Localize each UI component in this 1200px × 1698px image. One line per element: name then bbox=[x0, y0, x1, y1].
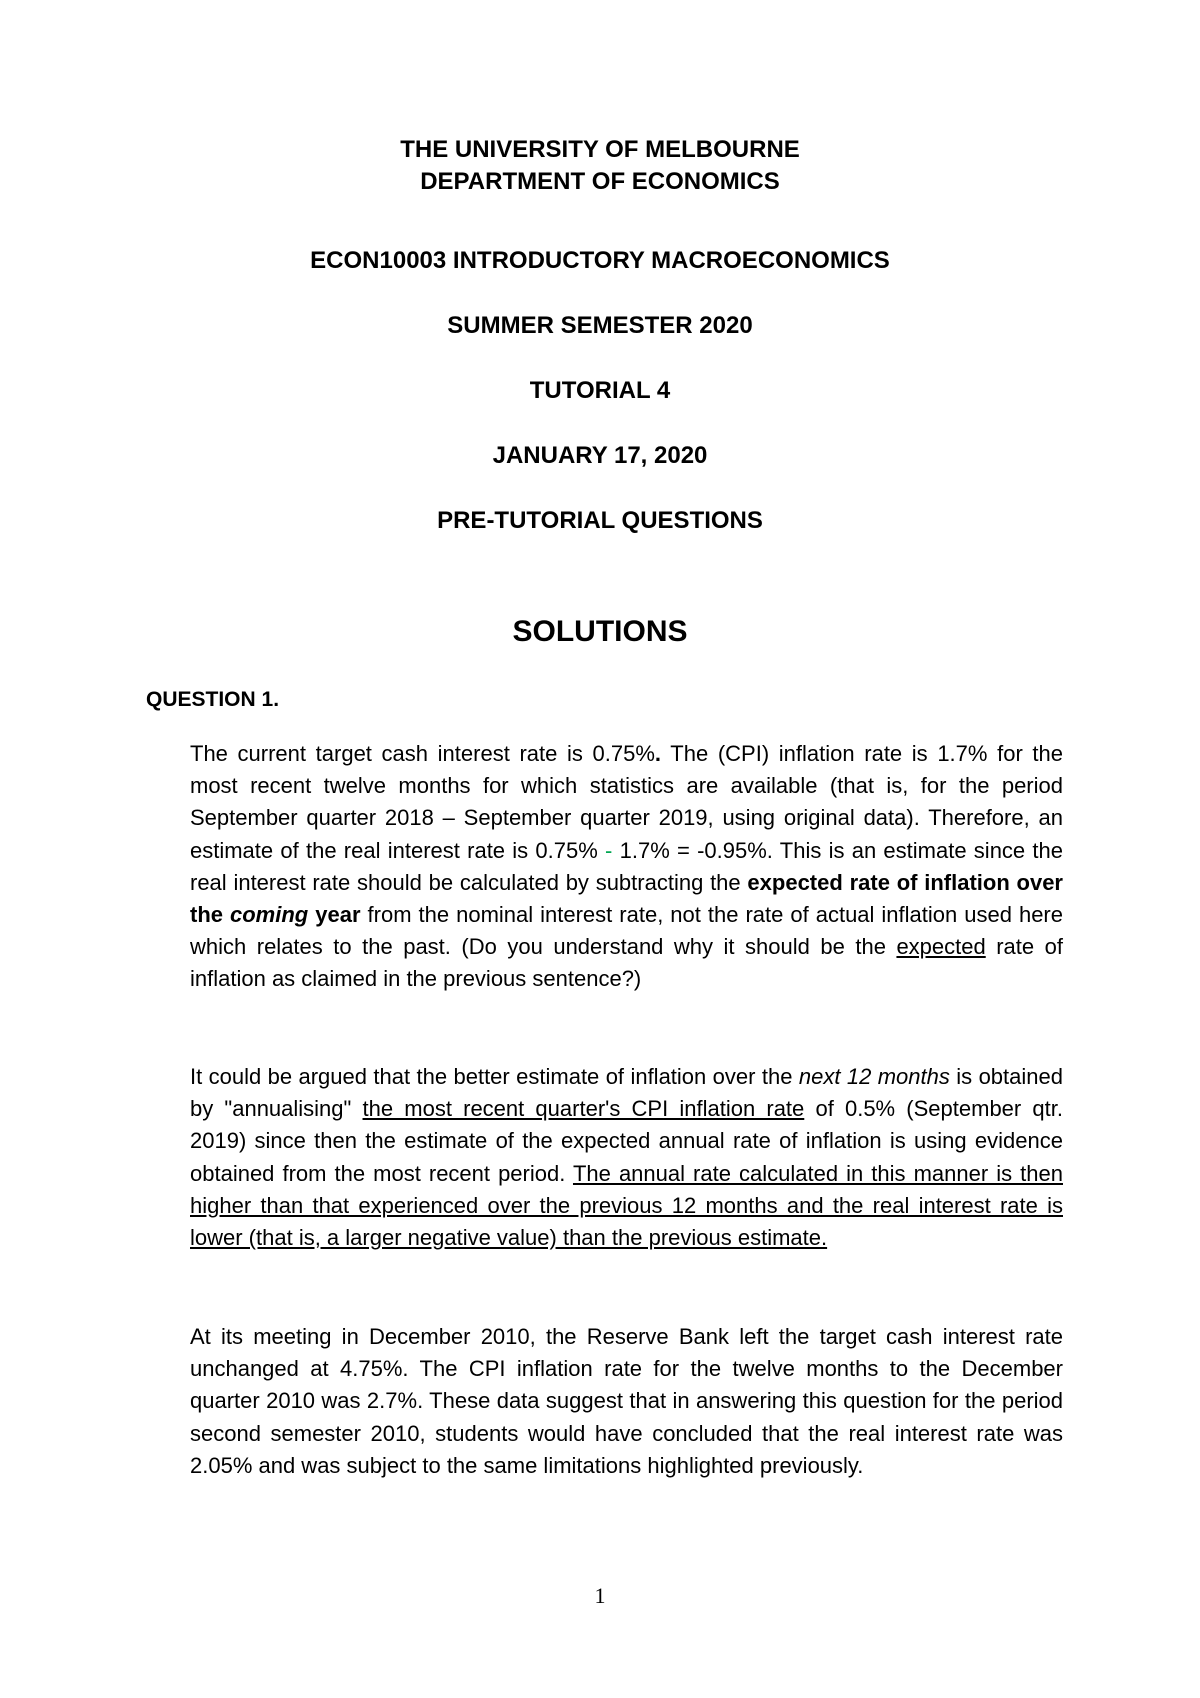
p2-underline-2: The annual rate calculated in this manner is then higher than that experienced over the previous 12 months and the real interest rate is lower (that is, a larger negative value) than the previous estimate. bbox=[190, 1160, 1063, 1251]
p1-period: . bbox=[654, 741, 662, 766]
p2-italic: next 12 months bbox=[798, 1064, 950, 1089]
paragraph-3: At its meeting in December 2010, the Reserve Bank left the target cash interest rate unchanged at 4.75%. The CPI inflation rate for the twelve months to the December quarter 2010 was 2.7%. These data suggest that in answering this question for the period second semester 2010, students would have concluded that the real interest rate was 2.05% and was subject to the same limitations highlighted previously. bbox=[190, 1324, 1063, 1478]
department-name: DEPARTMENT OF ECONOMICS bbox=[420, 168, 780, 195]
p1-text-2: The (CPI) inflation rate is 1.7% for the most recent twelve months for which statistics are available (that is, for the period September quarter 2018 – September quarter 2019, using original data). Therefore, an estimate of the real interest rate is 0.75% bbox=[190, 741, 1064, 863]
p1-text-4: from the nominal interest rate, not the rate of actual inflation used here which relates to the past. (Do you understand why it should be the bbox=[190, 902, 1063, 960]
p2-underline-1: the most recent quarter's CPI inflation rate bbox=[362, 1096, 805, 1122]
p1-underline: expected bbox=[896, 934, 986, 960]
p1-text-1: The current target cash interest rate is 0.75% bbox=[190, 741, 655, 766]
page-number: 1 bbox=[594, 1583, 606, 1608]
section-title: PRE-TUTORIAL QUESTIONS bbox=[437, 507, 763, 534]
semester-title: SUMMER SEMESTER 2020 bbox=[447, 312, 753, 339]
p1-text-3: 1.7% = -0.95%. This is an estimate since the real interest rate should be calculated by subtracting the bbox=[190, 837, 1063, 895]
p2-text-3: of 0.5% (September qtr. 2019) since then the estimate of the expected annual rate of inflation is using evidence obtained from the most recent period. bbox=[190, 1096, 1063, 1186]
p1-bold-1: expected rate of inflation over the bbox=[190, 869, 1063, 928]
university-name: THE UNIVERSITY OF MELBOURNE bbox=[400, 136, 800, 163]
date-title: JANUARY 17, 2020 bbox=[492, 442, 708, 469]
institution-heading bbox=[0, 134, 1200, 198]
p2-text-2: is obtained by "annualising" bbox=[190, 1064, 1063, 1122]
p1-bold-italic: coming bbox=[230, 902, 309, 928]
p1-bold-2: year bbox=[308, 902, 361, 928]
solutions-title: SOLUTIONS bbox=[512, 615, 688, 648]
p1-minus-sign: - bbox=[605, 837, 613, 863]
question-label: QUESTION 1. bbox=[146, 688, 280, 711]
tutorial-title: TUTORIAL 4 bbox=[529, 377, 671, 404]
p2-text-1: It could be argued that the better estimate of inflation over the bbox=[190, 1064, 799, 1089]
paragraph-2 bbox=[190, 1061, 1063, 1254]
course-title: ECON10003 INTRODUCTORY MACROECONOMICS bbox=[310, 247, 890, 274]
paragraph-1 bbox=[190, 738, 1063, 996]
p1-text-5: rate of inflation as claimed in the previous sentence?) bbox=[190, 934, 1063, 992]
